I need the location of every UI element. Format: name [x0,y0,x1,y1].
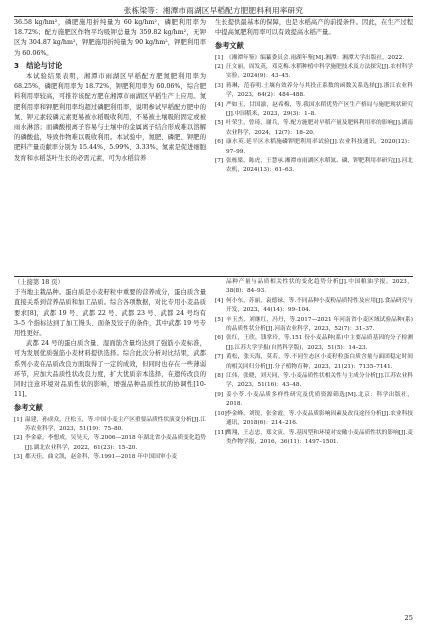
reference-item: [5] 叶荣生，曾琦，谢兵，等.配方施肥对早稻产量及肥料利用率的影响[J].湖南农业科学，2024，12(7)：18–20. [215,120,413,136]
left-column-top [14,18,206,164]
page-number: 25 [404,614,413,622]
reference-item: [10] 李金峰，刘锐，张金霞，等.小麦品质影响因素及改良途径分析[J].农业科技通讯，2018(6)：214–216. [215,410,413,427]
reference-item: [2] 李金豪，李想成，吴昊天，等.2006—2018 年湖北省小麦品质变化趋势[J].湖北农业科学，2022，61(23)：15–20. [14,435,206,451]
wheat-paragraph-2: 武都 24 号的蛋白质含量、湿面筋含量均达到了强筋小麦标准，可为发展优质强筋小麦材料提供选择。综合此次分析对比结果，武都系列小麦在品质改良方面取得了一定的成效，但同时也存在一些薄弱环节，应加大品质性状改良力度，扩大优质亲本选择，在遗传改良的同时注意环境对品质性状的影响，增强品种品质性状的协调性[10-11]。 [14,340,206,399]
reference-list-top [215,54,413,176]
section-heading: 3 结论与讨论 [14,60,63,70]
references-heading: 参考文献 [215,41,244,51]
reference-item: [9] 姜小苓.小麦品质多样性研究及优质资源筛选[M].北京：科学出版社，2018. [215,391,413,408]
article-separator [14,276,413,277]
conclusion-continued: 生长提供最基本的保障，也是水稻高产的前提条件。因此，在生产过程中提高氮肥利用率可以有效提高水稻产量。 [215,19,413,37]
conclusion-paragraph: 本试验结果表明，湘潭市雨湖区早稻配方肥氮肥利用率为 68.25%，磷肥利用率为 18.72%，钾肥利用率为 60.06%，综合肥料利用率较高，可推荐该配方肥在湘潭市雨湖区早稻生产上应用。氮肥利用率和钾肥利用率均超过磷肥利用率，说明参试早稻配方肥中的氮、钾元素较磷元素更易被水稻吸收利用，不易被土壤吸附固定或被雨水淋溶；而磷酸根离子容易与土壤中的金属离子结合形成难以溶解的磷酸盐，导致作物难以吸收利用。本试验中，氮肥、磷肥、钾肥的肥料产量贡献率分别为 15.44%、5.99%、3.33%。氮素是促进细胞发育和水稻茎叶生长的必需元素，可为水稻营养 [14,73,206,162]
reference-item: [6] 张红，王欣，钱掌玲，等.151 份小麦品种(系)中主要品质基因的分子检测[J].江苏大学学报(自然科学版)，2023，51(5)：14–23. [215,335,413,351]
reference-item: [4] 严如玉，甘国渝，赵希梅，等.我国水稻优势产区生产格局与施肥现状研究[J].中国稻米，2023，29(3)：1–8. [215,101,413,118]
reference-list-bottom-left [14,416,206,463]
reference-item: [1] 温建，孙成众，汪松玉，等.中国小麦主产区重要品质性状演变分析[J].江苏农业科学，2023，51(19)：75–80. [14,416,206,433]
references-heading-2: 参考文献 [14,403,43,413]
reference-item: [1] 《湘潭年鉴》编纂委员会.雨湖年鉴[M].湘潭：湘潭大学出版社，2022. [215,54,405,61]
right-column-bottom [215,278,413,447]
running-header: 张栋梁等：湘潭市雨湖区早稻配方肥肥料利用率研究 [123,6,304,15]
reference-list-bottom-right [215,278,413,447]
right-column-top [215,18,413,176]
reference-item: [6] 康水英.延平区水稻施磷钾肥利用率试验[J].农业科技通讯，2020(12)：97–99. [215,139,413,155]
reference-item: [3] 蒋琳，范春明.土壤有效养分与其投正系数的函数关系选择[J].浙江农业科学，2023，64(2)：484–488. [215,82,413,99]
reference-item: [2] 汪文丽，周发英，邓克梅.水稻种植中科学施肥技术及方法探究[J].农村科学实验，2024(9)：43–45. [215,64,413,80]
reference-item: [8] 江伟，张晓，刘天同，等.小麦品质性状相关性与主成分分析[J].江苏农业科学，2023，51(16)：43–48. [215,373,413,389]
results-paragraph: 36.58 kg/hm²，磷肥施用折纯量为 60 kg/hm²，磷肥利用率为 18.72%；配方施肥区作物平均吸钾总量为 359.82 kg/hm²，无钾区为 304.87 kg/hm²，钾肥施用折纯量为 90 kg/hm²，钾肥利用率为 60.06%。 [14,19,206,57]
continued-from-note: （上接第 18 页） [14,279,64,286]
header-rule [14,16,413,17]
reference-item: [3] 都天佳，曲文凯，赵金科，等.1991—2018 年中国国审小麦 [14,454,178,461]
reference-item: 品种产量与品质相关性状的变化趋势分析[J].中国粮油学报，2023，38(8)：84–93. [226,279,413,295]
left-column-bottom [14,278,206,463]
reference-item: [4] 何小东，苏丽，袁德禄，等.不同品种小麦粉品质特性及应用[J].食品研究与开发，2023，44(14)：99–104. [215,297,413,314]
reference-item: [7] 张栋梁，陈虎，王慧承.湘潭市雨湖区水稻氮、磷、钾肥利用率研究[J].河北农机，2024(13)：61–63. [215,158,413,174]
wheat-paragraph-1: 于当地主栽品种。蛋白质是小麦籽粒中重要的营养成分，蛋白质含量直接关系到营养品质和加工品质。综合各项数据，对比专用小麦品质要求[8]，武都 19 号、武都 22 号、武都 23 号、武都 24 号均有 3–5 个指标达到了加工馒头、面条及饺子的条件，其中武都 19 号专用性更好。 [14,289,206,338]
reference-item: [5] 辛玉杰，刘继红，冯丹，等.2017—2021 年河南省小麦区域试验品种(系)的品质性状分析[J].河南农业科学，2023，52(7)：31–37. [215,316,413,333]
reference-item: [7] 黄松，张天海，莫若，等.不同生态区小麦籽粒蛋白质含量与面团稳定时间的相关回归分析[J].分子植物育种，2023，21(21)：7135–7141. [215,354,413,370]
reference-item: [11] 鹰翔，王志忠，郑文寅，等.基因型和环境对安徽小麦品质性状的影响[J].麦类作物学报，2016，36(11)：1497–1501. [215,429,413,445]
